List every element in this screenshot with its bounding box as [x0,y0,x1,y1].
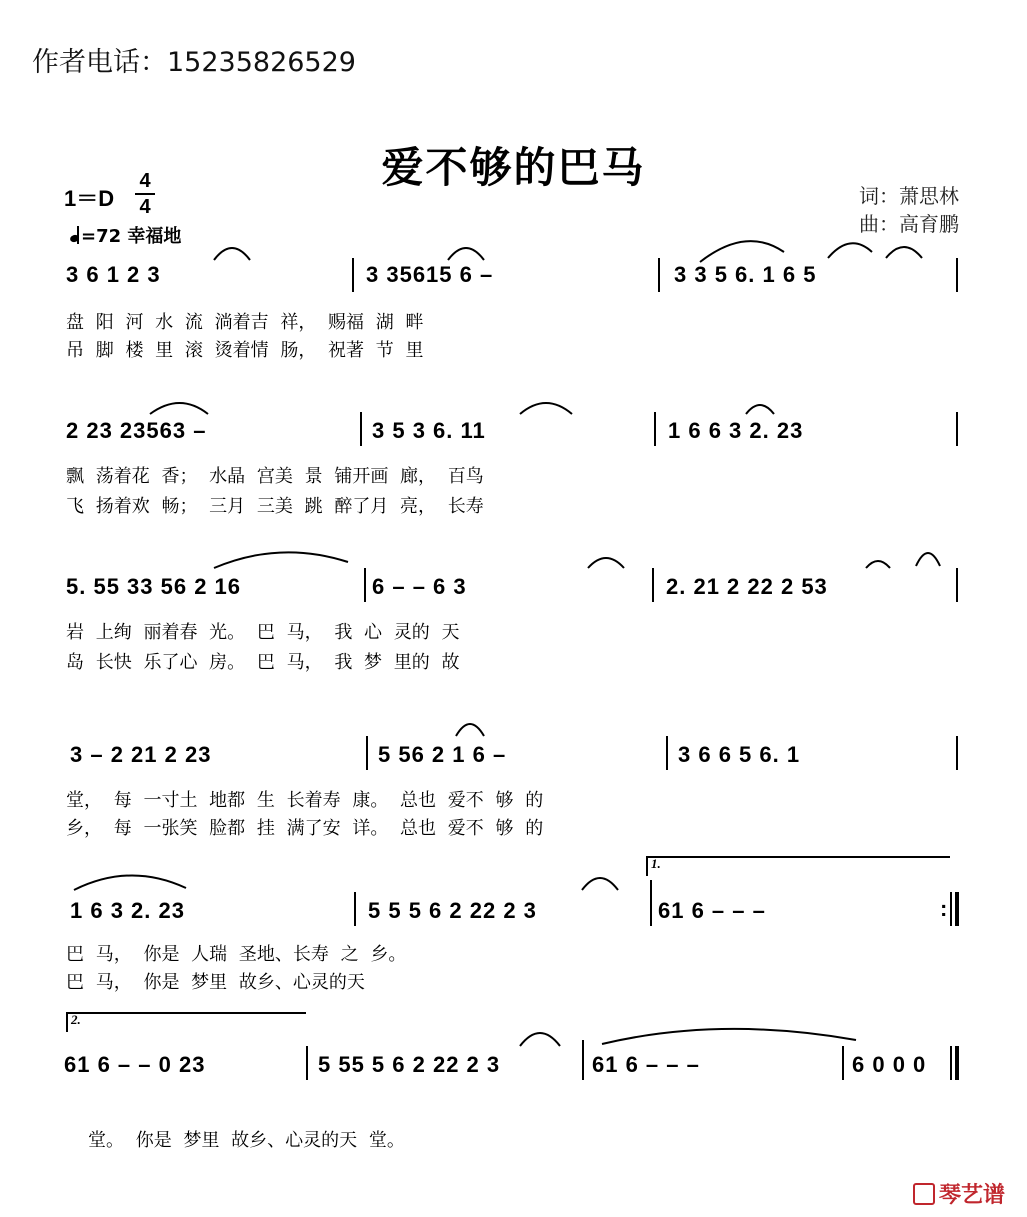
key-signature: 1＝D [64,186,115,211]
slur-17 [602,1029,856,1044]
tempo-text: =72 幸福地 [81,226,182,247]
measure-1-1: 3 6 1 2 3 [66,262,161,287]
lyrics-2-verse-1: 飘 荡着花 香； 水晶 宫美 景 铺开画 廊， 百鸟 [66,466,484,487]
time-signature-top: 4 [139,170,151,192]
measure-6-4: 6 0 0 0 [852,1052,927,1077]
slur-2 [448,248,484,260]
slur-11 [866,561,890,568]
measure-5-2: 5 5 5 6 2 22 2 3 [368,898,537,923]
song-title: 爱不够的巴马 [381,143,646,192]
slur-16 [520,1033,560,1046]
slur-9 [214,552,348,568]
measure-2-1: 2 23 23563 – [66,418,207,443]
slur-1 [214,248,250,260]
measure-2-3: 1 6 6 3 2. 23 [668,418,804,443]
composer-credit: 曲：高育鹏 [859,212,959,236]
slur-13 [456,724,484,736]
tempo-marking [70,222,181,248]
measure-1-3: 3 3 5 6. 1 6 5 [674,262,817,287]
contact-phone: 作者电话：15235826529 [32,47,356,78]
slur-10 [588,558,624,568]
measure-4-2: 5 56 2 1 6 – [378,742,507,767]
lyrics-5-verse-2: 巴 马， 你是 梦里 故乡、心灵的天 [66,972,365,993]
measure-5-3: 61 6 – – – [658,898,766,923]
slur-4 [828,243,872,258]
slur-12 [916,553,940,566]
measure-3-1: 5. 55 33 56 2 16 [66,574,242,599]
measure-4-3: 3 6 6 5 6. 1 [678,742,801,767]
second-ending-bracket: 2. [66,1012,306,1032]
measure-3-2: 6 – – 6 3 [372,574,467,599]
lyrics-1-verse-2: 吊 脚 楼 里 滚 烫着情 肠， 祝著 节 里 [66,340,424,361]
lyrics-4-verse-1: 堂， 每 一寸土 地都 生 长着寿 康。 总也 爱不 够 的 [66,790,544,811]
time-signature-bottom: 4 [139,196,151,218]
slur-15 [582,878,618,890]
measure-3-3: 2. 21 2 22 2 53 [666,574,828,599]
slur-7 [520,403,572,414]
slur-3 [700,241,784,262]
lyrics-2-verse-2: 飞 扬着欢 畅； 三月 三美 跳 醉了月 亮， 长寿 [66,496,484,517]
slur-8 [746,405,774,414]
lyrics-3-verse-2: 岛 长快 乐了心 房。 巴 马， 我 梦 里的 故 [66,652,460,673]
lyrics-5-verse-1: 巴 马， 你是 人瑞 圣地、长寿 之 乡。 [66,944,407,965]
brand-logo-icon [913,1183,935,1205]
measure-6-3: 61 6 – – – [592,1052,700,1077]
measure-1-2: 3 35615 6 – [366,262,494,287]
measure-5-1: 1 6 3 2. 23 [70,898,185,923]
brand-watermark: 琴艺谱 [913,1178,1005,1209]
measure-6-1: 61 6 – – 0 23 [64,1052,206,1077]
lyrics-1-verse-1: 盘 阳 河 水 流 淌着吉 祥， 赐福 湖 畔 [66,312,424,333]
slur-6 [150,403,208,414]
lyrics-3-verse-1: 岩 上绚 丽着春 光。 巴 马， 我 心 灵的 天 [66,622,460,643]
time-signature [135,170,155,218]
lyricist-credit: 词：萧思林 [859,184,959,208]
first-ending-bracket: 1. [646,856,950,876]
measure-2-2: 3 5 3 6. 11 [372,418,486,443]
lyrics-6-verse-1: 堂。 你是 梦里 故乡、心灵的天 堂。 [88,1130,405,1151]
slur-5 [886,247,922,258]
repeat-dots: : [940,896,949,921]
measure-6-2: 5 55 5 6 2 22 2 3 [318,1052,501,1077]
measure-4-1: 3 – 2 21 2 23 [70,742,212,767]
slur-14 [74,875,186,890]
lyrics-4-verse-2: 乡， 每 一张笑 脸都 挂 满了安 详。 总也 爱不 够 的 [66,818,544,839]
